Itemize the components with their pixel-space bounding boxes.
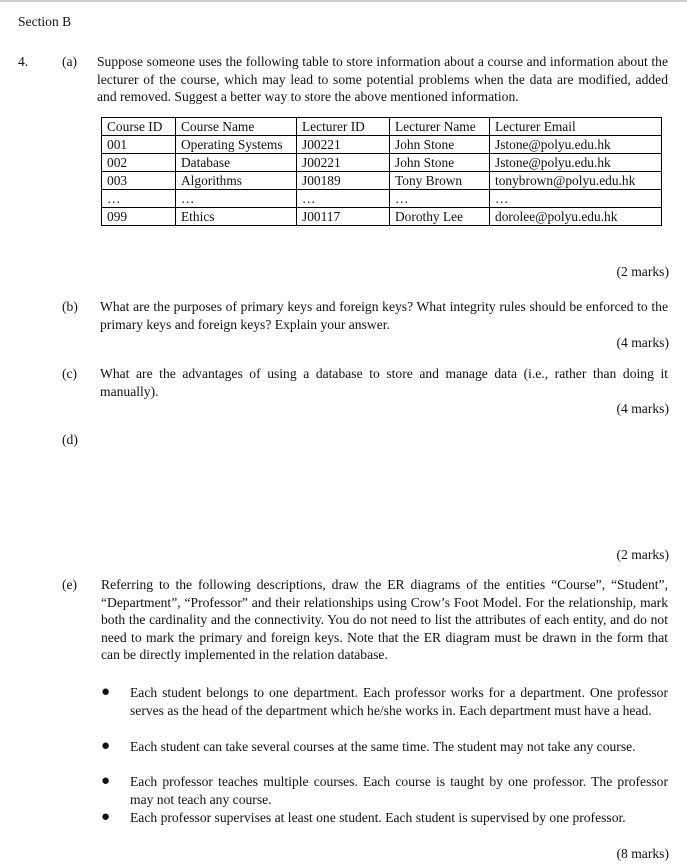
table-cell: … — [102, 190, 176, 208]
part-b-marks: (4 marks) — [616, 335, 669, 350]
bullet-icon: ● — [101, 684, 111, 700]
table-cell: 003 — [102, 172, 176, 190]
table-cell: dorolee@polyu.edu.hk — [490, 208, 662, 226]
part-d-label: (d) — [62, 432, 78, 447]
table-header-cell: Lecturer Email — [490, 118, 662, 136]
bullet-icon: ● — [101, 773, 111, 789]
table-row — [102, 136, 662, 154]
table-header-cell: Lecturer Name — [390, 118, 490, 136]
part-e-marks: (8 marks) — [616, 846, 669, 861]
table-row — [102, 154, 662, 172]
table-row — [102, 190, 662, 208]
list-item: Each professor teaches multiple courses. Each course is taught by one professor. The professor may not teach any course. — [130, 774, 668, 807]
table-cell: Jstone@polyu.edu.hk — [490, 154, 662, 172]
table-cell: Database — [176, 154, 297, 172]
part-a-text: Suppose someone uses the following table to store information about a course and information about the lecturer of the course, which may lead to some potential problems when the data are modified, added and removed. Suggest a better way to store the above mentioned information. — [97, 54, 668, 104]
part-b-text: What are the purposes of primary keys and foreign keys? What integrity rules should be enforced to the primary keys and foreign keys? Explain your answer. — [100, 299, 668, 332]
table-cell: J00117 — [297, 208, 390, 226]
table-cell: … — [176, 190, 297, 208]
table-cell: Dorothy Lee — [390, 208, 490, 226]
part-b-label: (b) — [62, 299, 78, 314]
table-cell: 002 — [102, 154, 176, 172]
section-title: Section B — [18, 14, 72, 29]
list-item: Each student can take several courses at the same time. The student may not take any course. — [130, 739, 636, 754]
bullet-icon: ● — [101, 809, 111, 825]
table-header-cell: Lecturer ID — [297, 118, 390, 136]
table-cell: Jstone@polyu.edu.hk — [490, 136, 662, 154]
part-e-text: Referring to the following descriptions, draw the ER diagrams of the entities “Course”, “Student”, “Department”, “Professor” and their relationships using Crow’s Foot Model. For the relationship, mark both the cardinality and the connectivity. You do not need to list the attributes of each entity, and do not need to mark the primary and foreign keys. Note that the ER diagram must be drawn in the form that can be directly implemented in the relation database. — [101, 577, 668, 662]
table-cell: Ethics — [176, 208, 297, 226]
table-cell: … — [297, 190, 390, 208]
table-cell: Tony Brown — [390, 172, 490, 190]
list-item: Each student belongs to one department. Each professor works for a department. One professor serves as the head of the department which he/she works in. Each department must have a head. — [130, 685, 668, 718]
part-c-marks: (4 marks) — [616, 401, 669, 416]
part-a-marks: (2 marks) — [616, 264, 669, 279]
part-d-marks: (2 marks) — [616, 547, 669, 562]
table-cell: J00189 — [297, 172, 390, 190]
list-item: Each professor supervises at least one student. Each student is supervised by one professor. — [130, 810, 626, 825]
table-cell: 001 — [102, 136, 176, 154]
table-cell: tonybrown@polyu.edu.hk — [490, 172, 662, 190]
table-cell: J00221 — [297, 154, 390, 172]
table-cell: J00221 — [297, 136, 390, 154]
table-cell: John Stone — [390, 136, 490, 154]
table-cell: Operating Systems — [176, 136, 297, 154]
part-c-text: What are the advantages of using a database to store and manage data (i.e., rather than doing it manually). — [100, 366, 668, 399]
bullet-icon: ● — [101, 738, 111, 754]
top-border — [0, 0, 687, 2]
table-cell: … — [390, 190, 490, 208]
part-e-label: (e) — [62, 577, 78, 592]
table-row — [102, 208, 662, 226]
table-header-row — [102, 118, 662, 136]
table-cell: Algorithms — [176, 172, 297, 190]
question-number: 4. — [18, 54, 29, 69]
table-cell: 099 — [102, 208, 176, 226]
part-a-label: (a) — [62, 54, 78, 69]
table-cell: John Stone — [390, 154, 490, 172]
table-cell: … — [490, 190, 662, 208]
table-row — [102, 172, 662, 190]
part-c-label: (c) — [62, 366, 78, 381]
table-header-cell: Course ID — [102, 118, 176, 136]
course-table — [101, 117, 662, 226]
table-header-cell: Course Name — [176, 118, 297, 136]
